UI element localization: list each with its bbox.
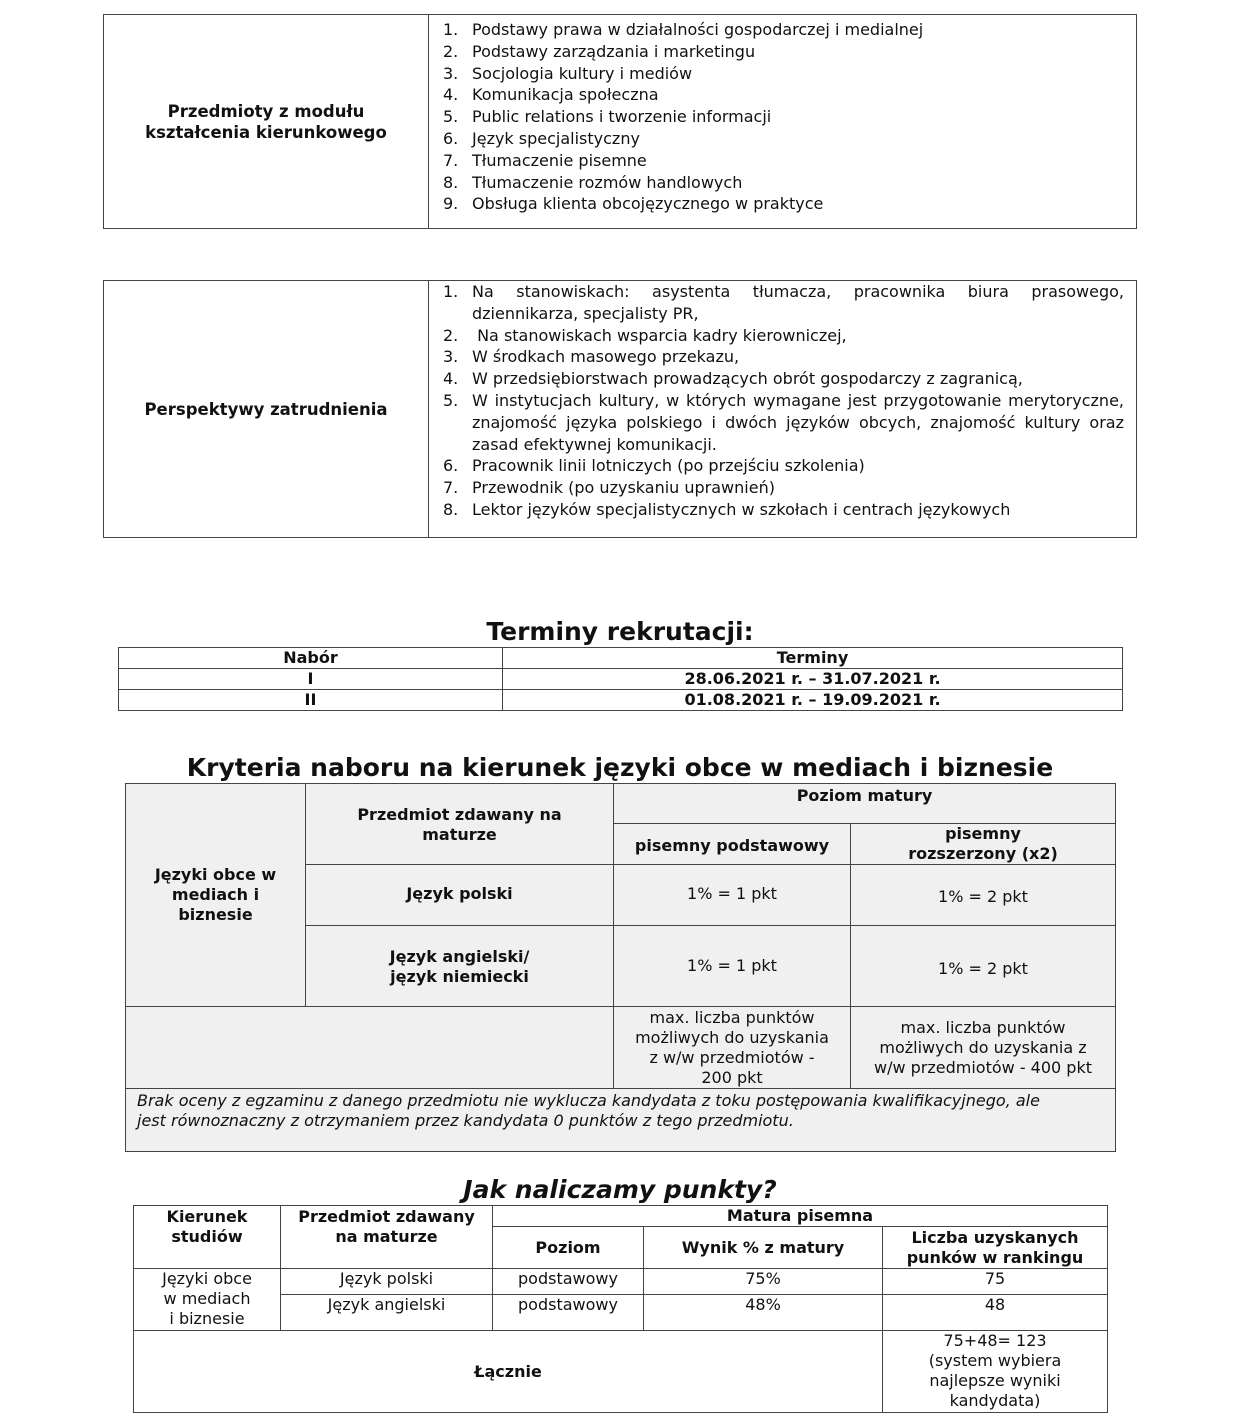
kryteria-przedmiot: Język angielski/ język niemiecki: [306, 926, 614, 1007]
naliczanie-kierunek: Języki obce w mediach i biznesie: [134, 1269, 281, 1331]
naliczanie-punkty: 75: [883, 1269, 1108, 1295]
kryteria-max-podstawowy: max. liczba punktów możliwych do uzyskania z w/w przedmiotów - 200 pkt: [614, 1007, 851, 1089]
list-item: 9. Obsługa klienta obcojęzycznego w praktyce: [443, 194, 824, 214]
terminy-termin: 01.08.2021 r. – 19.09.2021 r.: [503, 690, 1123, 711]
terminy-title: Terminy rekrutacji:: [486, 617, 754, 646]
list-item: 5. Public relations i tworzenie informacji: [443, 107, 772, 127]
kryteria-przedmiot: Język polski: [306, 865, 614, 926]
kryteria-max-rozszerzony: max. liczba punktów możliwych do uzyskania z w/w przedmiotów - 400 pkt: [851, 1007, 1116, 1089]
list-item: 3. Socjologia kultury i mediów: [443, 63, 693, 83]
list-item: 6. Pracownik linii lotniczych (po przejściu szkolenia): [443, 456, 865, 476]
naliczanie-przedmiot: Język angielski: [281, 1295, 493, 1331]
naliczanie-h-wynik: Wynik % z matury: [644, 1227, 883, 1269]
naliczanie-h-liczba: Liczba uzyskanych punków w rankingu: [883, 1227, 1108, 1269]
naliczanie-poziom: podstawowy: [493, 1295, 644, 1331]
naliczanie-h-kierunek: Kierunek studiów: [134, 1206, 281, 1269]
kryteria-title: Kryteria naboru na kierunek języki obce w mediach i biznesie: [186, 753, 1054, 782]
kryteria-rozszerzony: 1% = 2 pkt: [851, 865, 1116, 926]
terminy-header-nabor: Nabór: [119, 648, 503, 669]
naliczanie-h-matura: Matura pisemna: [493, 1206, 1108, 1227]
kryteria-poziom-header: Poziom matury: [614, 784, 1116, 824]
list-item: 1. Na stanowiskach: asystenta tłumacza, pracownika biura prasowego, dziennikarza, specjalisty PR,: [443, 282, 1124, 323]
kryteria-podstawowy: 1% = 1 pkt: [614, 865, 851, 926]
table-row: [134, 1269, 1108, 1295]
perspektywy-list: [443, 281, 1124, 521]
terminy-nabor: I: [119, 669, 503, 690]
naliczanie-h-przedmiot: Przedmiot zdawany na maturze: [281, 1206, 493, 1269]
list-item: 8. Lektor języków specjalistycznych w szkołach i centrach językowych: [443, 499, 1011, 519]
list-item: 4. Komunikacja społeczna: [443, 85, 659, 105]
list-item: 4. W przedsiębiorstwach prowadzących obrót gospodarczy z zagranicą,: [443, 369, 1023, 389]
terminy-header-terminy: Terminy: [503, 648, 1123, 669]
naliczanie-title: Jak naliczamy punkty?: [463, 1175, 777, 1204]
perspektywy-list-cell: [429, 281, 1137, 538]
terminy-table: [118, 647, 1123, 711]
perspektywy-label: Perspektywy zatrudnienia: [104, 281, 429, 538]
kryteria-note: Brak oceny z egzaminu z danego przedmiotu nie wyklucza kandydata z toku postępowania kwalifikacyjnego, ale jest równoznaczny z otrzymaniem przez kandydata 0 punktów z tego przedmiotu.: [126, 1089, 1116, 1152]
table-row: [119, 690, 1123, 711]
kryteria-rozszerzony-header: pisemny rozszerzony (x2): [851, 824, 1116, 865]
table-row: [119, 669, 1123, 690]
modul-list-cell: [429, 15, 1137, 229]
list-item: 2. Na stanowiskach wsparcia kadry kierowniczej,: [443, 325, 847, 345]
list-item: 5. W instytucjach kultury, w których wymagane jest przygotowanie merytoryczne, znajomość języka polskiego i dwóch języków obcych, znajomość kultury oraz zasad efektywnej komunikacji.: [443, 390, 1124, 454]
naliczanie-wynik: 75%: [644, 1269, 883, 1295]
naliczanie-h-poziom: Poziom: [493, 1227, 644, 1269]
terminy-nabor: II: [119, 690, 503, 711]
table-row: [134, 1295, 1108, 1331]
naliczanie-table: [133, 1205, 1108, 1413]
naliczanie-przedmiot: Język polski: [281, 1269, 493, 1295]
list-item: 3. W środkach masowego przekazu,: [443, 347, 740, 367]
list-item: 7. Przewodnik (po uzyskaniu uprawnień): [443, 478, 775, 498]
modul-label: [104, 15, 429, 229]
modul-list: [443, 19, 1124, 215]
naliczanie-suma: 75+48= 123 (system wybiera najlepsze wyniki kandydata): [883, 1331, 1108, 1413]
kryteria-table: [125, 783, 1116, 1152]
kryteria-empty-cell: [126, 1007, 614, 1089]
naliczanie-lacznie: Łącznie: [134, 1331, 883, 1413]
kryteria-kierunek: Języki obce w mediach i biznesie: [126, 784, 306, 1007]
list-item: 6. Język specjalistyczny: [443, 128, 640, 148]
kryteria-rozszerzony: 1% = 2 pkt: [851, 926, 1116, 1007]
kryteria-podstawowy-header: pisemny podstawowy: [614, 824, 851, 865]
kryteria-podstawowy: 1% = 1 pkt: [614, 926, 851, 1007]
list-item: 8. Tłumaczenie rozmów handlowych: [443, 172, 743, 192]
modul-label-line2: kształcenia kierunkowego: [145, 122, 387, 142]
list-item: 1. Podstawy prawa w działalności gospodarczej i medialnej: [443, 20, 924, 39]
naliczanie-punkty: 48: [883, 1295, 1108, 1331]
list-item: 7. Tłumaczenie pisemne: [443, 150, 647, 170]
naliczanie-poziom: podstawowy: [493, 1269, 644, 1295]
list-item: 2. Podstawy zarządzania i marketingu: [443, 41, 756, 61]
terminy-termin: 28.06.2021 r. – 31.07.2021 r.: [503, 669, 1123, 690]
modul-label-line1: Przedmioty z modułu: [167, 101, 365, 121]
naliczanie-wynik: 48%: [644, 1295, 883, 1331]
kryteria-przedmiot-header: Przedmiot zdawany na maturze: [306, 784, 614, 865]
modul-table: [103, 14, 1137, 229]
perspektywy-table: [103, 280, 1137, 538]
